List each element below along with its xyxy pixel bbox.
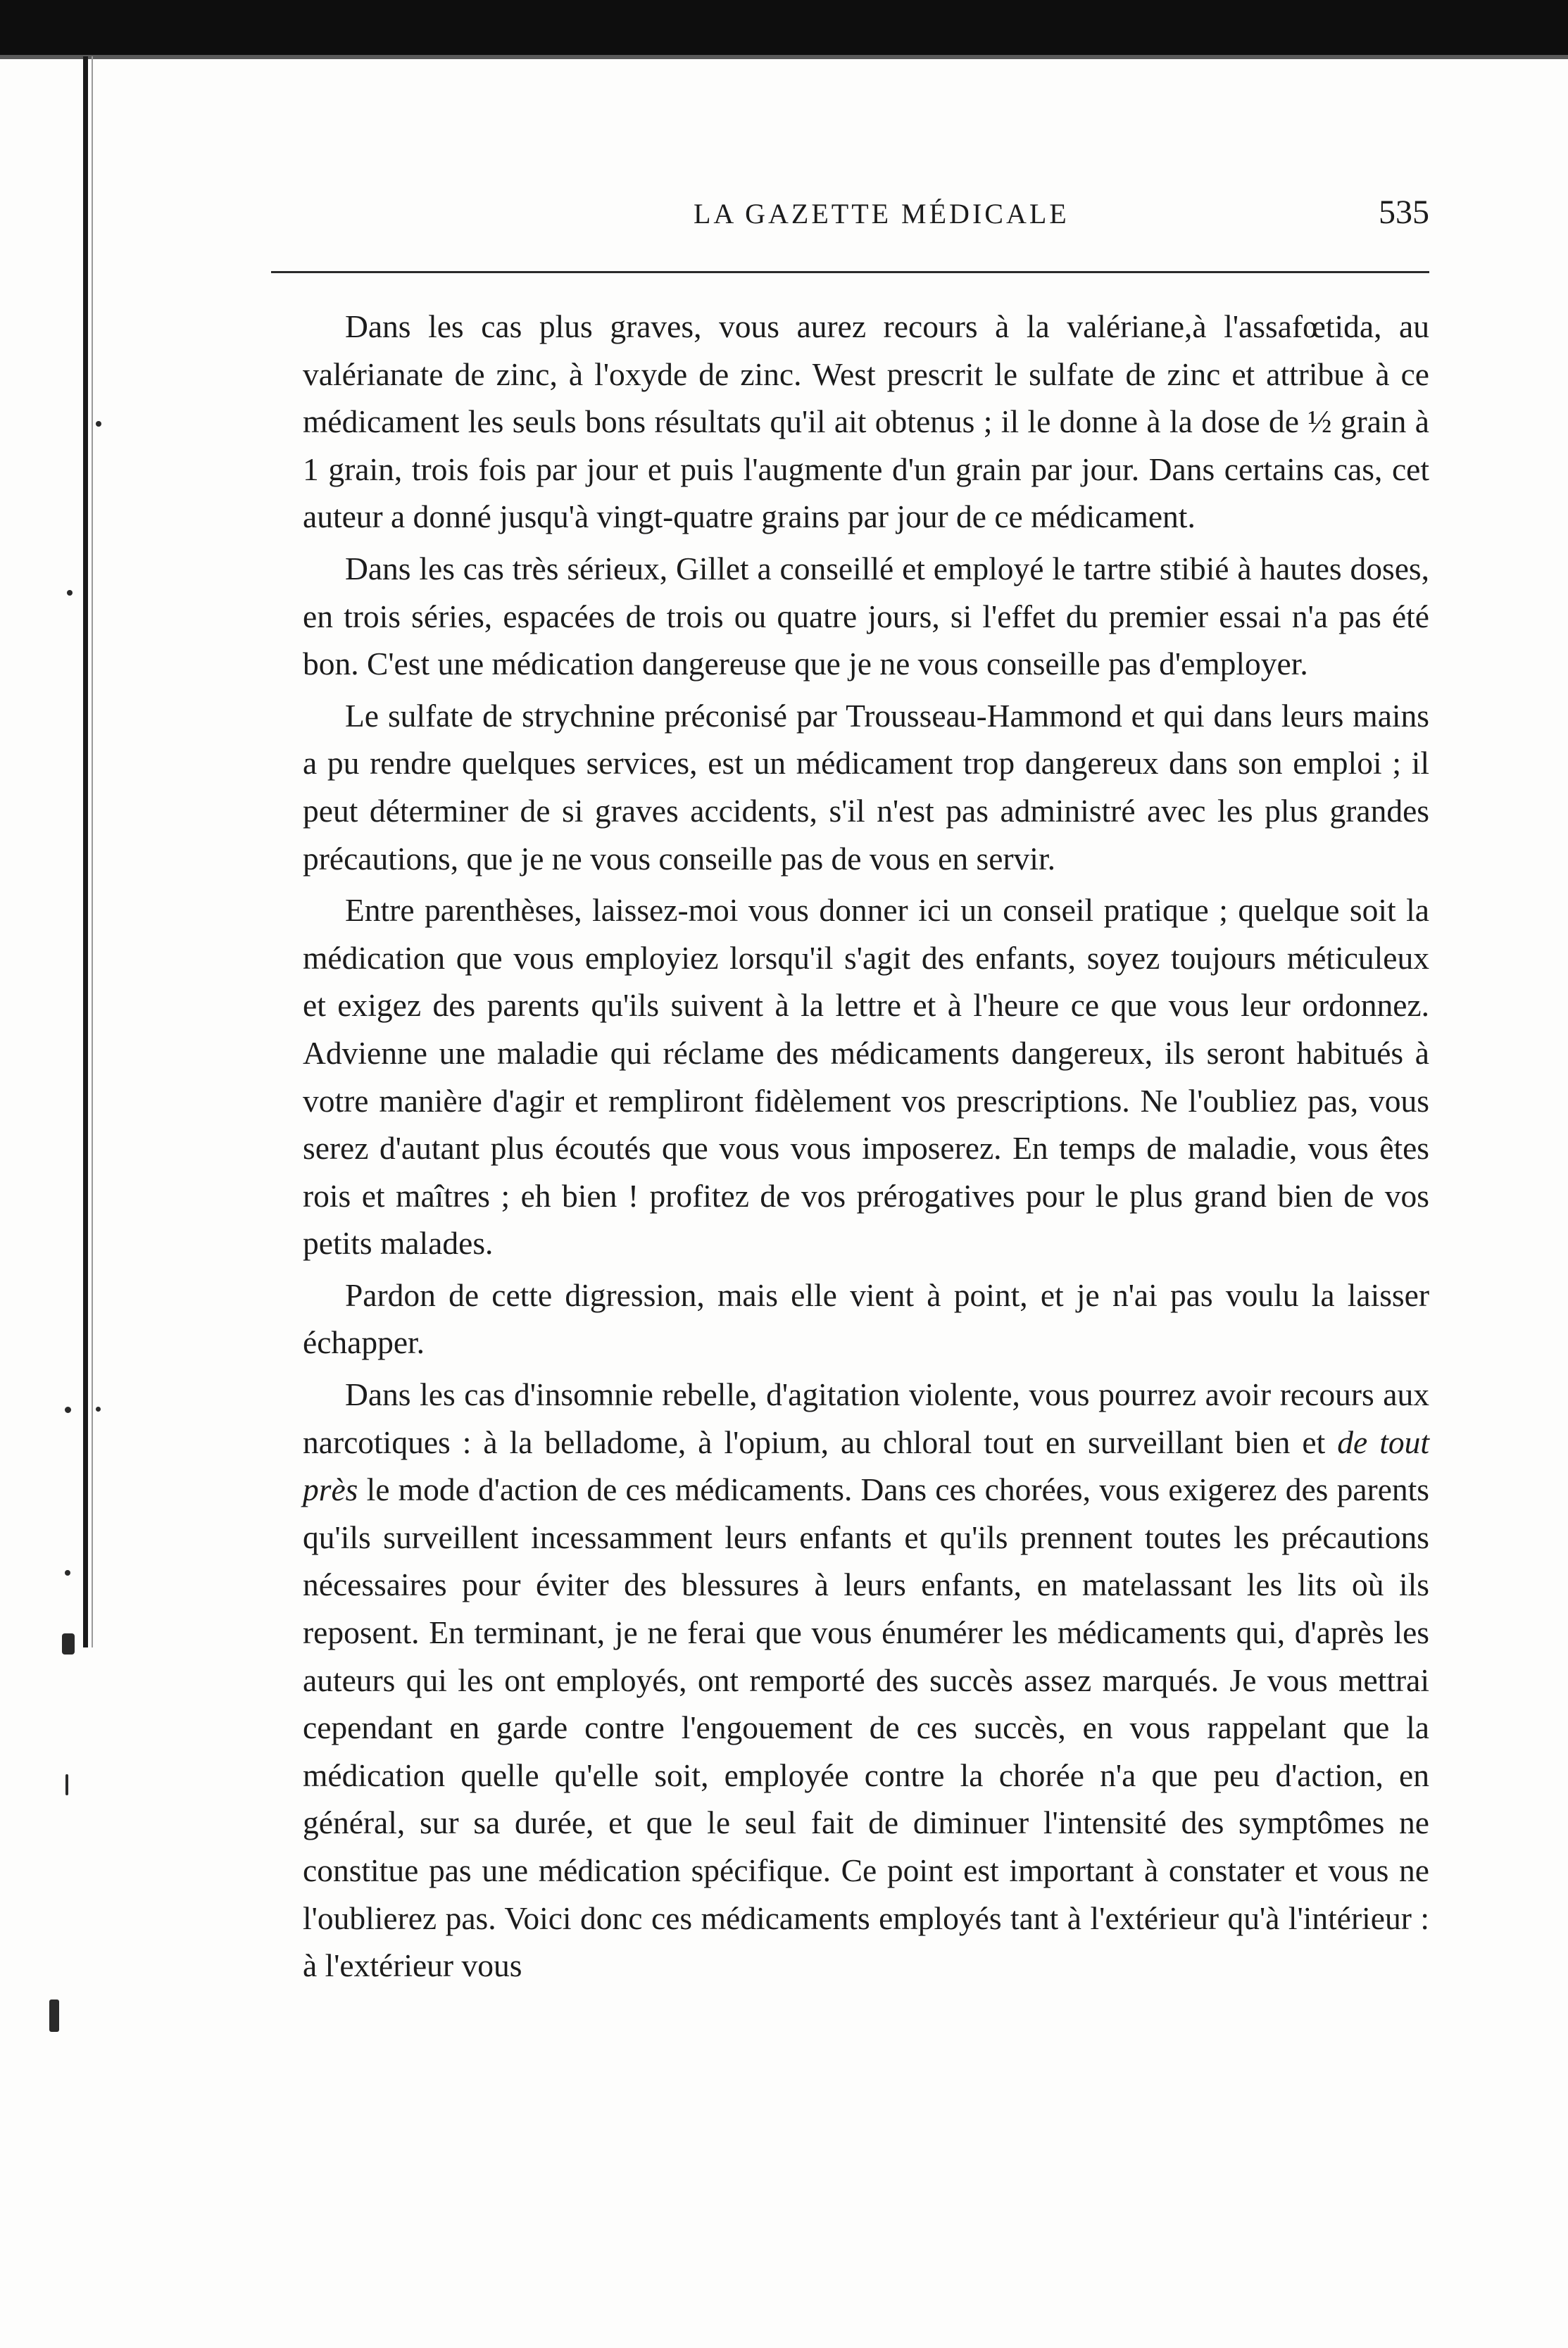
- scan-binding-edge: [83, 56, 88, 1647]
- paragraph-text: Dans les cas d'insomnie rebelle, d'agitation violente, vous pourrez avoir recours aux narcotiques : à la belladome, à l'opium, au chloral tout en surveillant bien et: [303, 1376, 1429, 1460]
- header-rule: [271, 271, 1429, 273]
- scan-speck: [67, 590, 73, 596]
- scan-speck: [65, 1570, 70, 1576]
- scan-speck: [65, 1407, 71, 1413]
- body-text: [303, 303, 1429, 1994]
- page-header: [303, 194, 1429, 246]
- scan-speck: [49, 1999, 59, 2032]
- running-title: LA GAZETTE MÉDICALE: [694, 198, 1070, 230]
- scan-speck: [96, 421, 101, 427]
- scan-speck: [62, 1633, 75, 1655]
- scan-speck: [65, 1774, 68, 1795]
- paragraph: Entre parenthèses, laissez-moi vous donner ici un conseil pratique ; quelque soit la médication que vous employiez lorsqu'il s'agit des enfants, soyez toujours méticuleux et exigez des parents qu'ils suivent à la lettre et à l'heure ce que vous leur ordonnez. Advienne une maladie qui réclame des médicaments dangereux, ils seront habitués à votre manière d'agir et rempliront fidèlement vos prescriptions. Ne l'oubliez pas, vous serez d'autant plus écoutés que vous vous imposerez. En temps de maladie, vous êtes rois et maîtres ; eh bien ! profitez de vos prérogatives pour le plus grand bien de vos petits malades.: [303, 892, 1429, 1262]
- scan-top-border: [0, 0, 1568, 56]
- paragraph: Dans les cas très sérieux, Gillet a conseillé et employé le tartre stibié à hautes doses, en trois séries, espacées de trois ou quatre jours, si l'effet du premier essai n'a pas été bon. C'est une médication dangereuse que je ne vous conseille pas d'employer.: [303, 550, 1429, 682]
- paragraph-text: le mode d'action de ces médicaments. Dans ces chorées, vous exigerez des parents qu'ils surveillent incessamment leurs enfants et qu'ils prennent toutes les précautions nécessaires pour éviter des blessures à leurs enfants, en matelassant les lits où ils reposent. En terminant, je ne ferai que vous énumérer les médicaments qui, d'après les auteurs qui les ont employés, ont remporté des succès assez marqués. Je vous mettrai cependant en garde contre l'engouement de ces succès, en vous rappelant que la médication quelle qu'elle soit, employée contre la chorée n'a que peu d'action, en général, sur sa durée, et que le seul fait de diminuer l'intensité des symptômes ne constitue pas une médication spécifique. Ce point est important à constater et vous ne l'oublierez pas. Voici donc ces médicaments employés tant à l'extérieur qu'à l'intérieur : à l'extérieur vous: [303, 1471, 1429, 1984]
- paragraph: Le sulfate de strychnine préconisé par Trousseau-Hammond et qui dans leurs mains a pu rendre quelques services, est un médicament trop dangereux dans son emploi ; il peut déterminer de si graves accidents, s'il n'est pas administré avec les plus grandes précautions, que je ne vous conseille pas de vous en servir.: [303, 697, 1429, 877]
- scan-speck: [96, 1407, 101, 1412]
- paragraph: [303, 1371, 1429, 1990]
- scan-binding-edge-shadow: [92, 56, 93, 1647]
- italic-phrase: de tout près: [303, 1424, 1429, 1508]
- page-number: 535: [1379, 194, 1429, 231]
- paragraph: Pardon de cette digression, mais elle vient à point, et je n'ai pas voulu la laisser échapper.: [303, 1276, 1429, 1361]
- paragraph: Dans les cas plus graves, vous aurez recours à la valériane,à l'assafœtida, au valérianate de zinc, à l'oxyde de zinc. West prescrit le sulfate de zinc et attribue à ce médicament les seuls bons résultats qu'il ait obtenus ; il le donne à la dose de ½ grain à 1 grain, trois fois par jour et puis l'augmente d'un grain par jour. Dans certains cas, cet auteur a donné jusqu'à vingt-quatre grains par jour de ce médicament.: [303, 308, 1429, 535]
